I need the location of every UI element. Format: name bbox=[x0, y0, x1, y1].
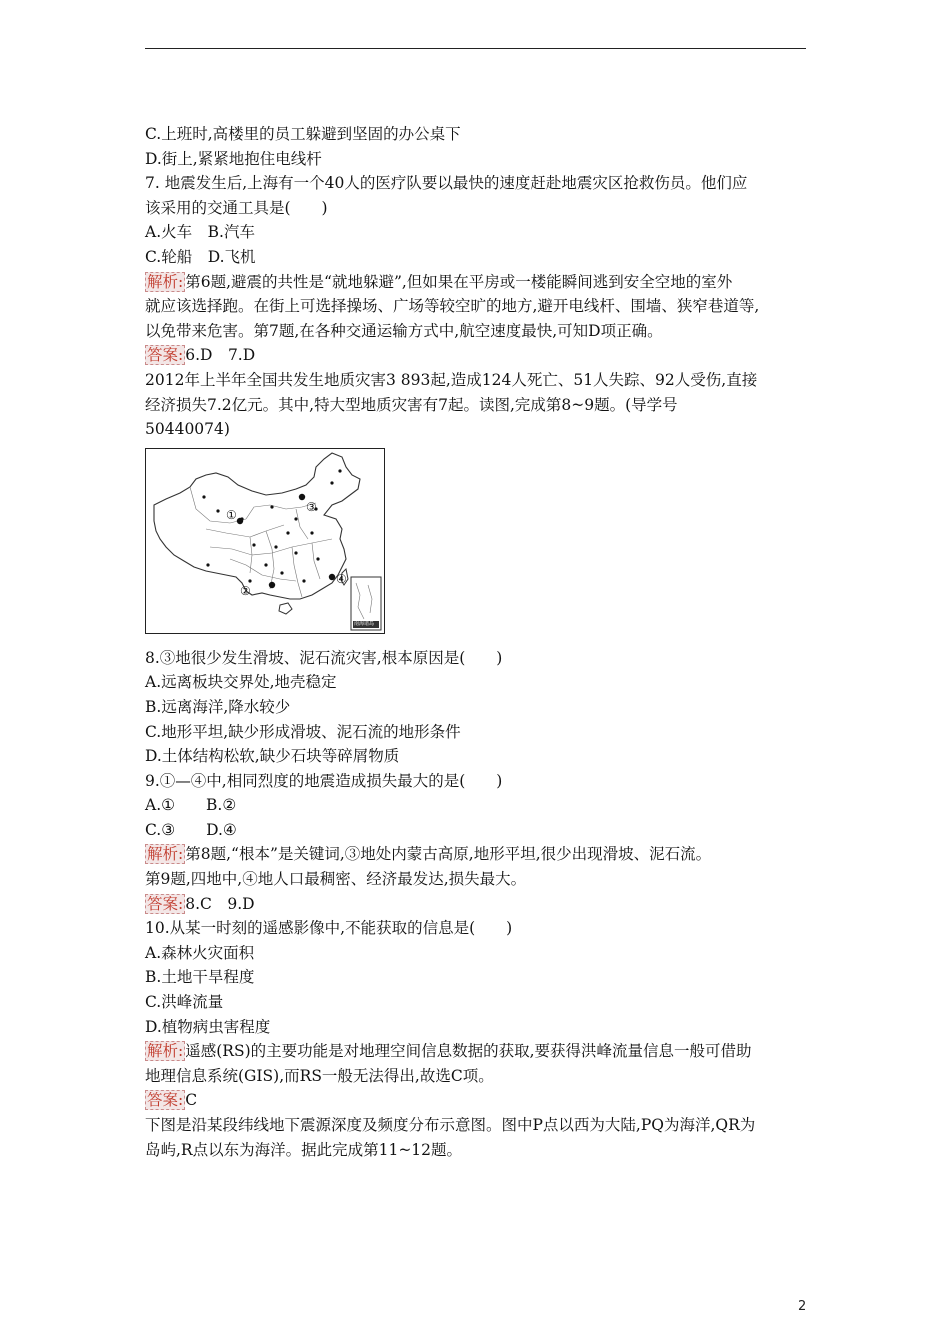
q8-option-b: B.远离海洋,降水较少 bbox=[145, 697, 291, 716]
site-dot-large bbox=[237, 518, 243, 524]
analysis-6-7-line-1 bbox=[145, 270, 810, 295]
analysis-10-line-2: 地理信息系统(GIS),而RS一般无法得出,故选C项。 bbox=[145, 1066, 494, 1085]
site-dot-large bbox=[299, 494, 305, 500]
hainan-island bbox=[279, 603, 292, 614]
q9-option-ab: A.① B.② bbox=[145, 796, 237, 815]
q7-stem-line-1: 7. 地震发生后,上海有一个40人的医疗队要以最快的速度赶赴地震灾区抢救伤员。他们应 bbox=[145, 174, 748, 193]
analysis-10-line-1 bbox=[145, 1039, 810, 1064]
q6-option-d: D.街上,紧紧地抱住电线杆 bbox=[145, 149, 322, 168]
intro-11-12-line-1: 下图是沿某段纬线地下震源深度及频度分布示意图。图中P点以西为大陆,PQ为海洋,QR为 bbox=[145, 1116, 756, 1134]
analysis-label: 解析: bbox=[147, 1042, 184, 1061]
q10-option-a: A.森林火灾面积 bbox=[145, 943, 255, 962]
q7-stem-line-2: 该采用的交通工具是( ) bbox=[145, 198, 328, 217]
answer-text: C bbox=[185, 1091, 198, 1110]
q10-option-b: B.土地干旱程度 bbox=[145, 968, 255, 987]
analysis-8-9-line-1 bbox=[145, 842, 810, 867]
q9-option-cd: C.③ D.④ bbox=[145, 820, 237, 839]
q10-option-d: D.植物病虫害程度 bbox=[145, 1017, 271, 1036]
site-dot-large bbox=[329, 574, 335, 580]
map-marker-3: ③ bbox=[306, 499, 317, 514]
answer-label: 答案: bbox=[147, 894, 184, 913]
answer-10 bbox=[145, 1088, 810, 1113]
answer-6-7 bbox=[145, 343, 810, 368]
intro-11-12-line-2: 岛屿,R点以东为海洋。据此完成第11~12题。 bbox=[145, 1140, 463, 1159]
page-number: 2 bbox=[798, 1299, 807, 1314]
header-rule bbox=[145, 48, 806, 49]
map-marker-4: ④ bbox=[336, 571, 347, 586]
city-dots bbox=[202, 469, 341, 582]
intro-8-9-line-1: 2012年上半年全国共发生地质灾害3 893起,造成124人死亡、51人失踪、92人受伤,直接 bbox=[145, 370, 758, 389]
analysis-6-7-line-3: 以免带来危害。第7题,在各种交通运输方式中,航空速度最快,可知D项正确。 bbox=[145, 321, 663, 340]
china-map-figure bbox=[145, 448, 385, 634]
q8-option-a: A.远离板块交界处,地壳稳定 bbox=[145, 673, 337, 692]
q9-stem: 9.①—④中,相同烈度的地震造成损失最大的是( ) bbox=[145, 771, 503, 790]
analysis-text: 遥感(RS)的主要功能是对地理空间信息数据的获取,要获得洪峰流量信息一般可借助 bbox=[185, 1042, 752, 1061]
map-inset-label: 南海诸岛 bbox=[354, 620, 375, 627]
answer-text: 6.D 7.D bbox=[185, 346, 256, 365]
q8-option-c: C.地形平坦,缺少形成滑坡、泥石流的地形条件 bbox=[145, 722, 461, 741]
map-marker-1: ① bbox=[226, 507, 237, 522]
q8-option-d: D.土体结构松软,缺少石块等碎屑物质 bbox=[145, 747, 400, 766]
analysis-8-9-line-2: 第9题,四地中,④地人口最稠密、经济最发达,损失最大。 bbox=[145, 870, 527, 889]
analysis-text: 第8题,“根本”是关键词,③地处内蒙古高原,地形平坦,很少出现滑坡、泥石流。 bbox=[185, 845, 712, 864]
answer-label: 答案: bbox=[147, 346, 184, 365]
map-marker-2: ② bbox=[240, 583, 251, 598]
analysis-label: 解析: bbox=[147, 272, 184, 291]
q10-stem: 10.从某一时刻的遥感影像中,不能获取的信息是( ) bbox=[145, 919, 513, 938]
q7-option-ab: A.火车 B.汽车 bbox=[145, 223, 255, 242]
analysis-6-7-line-2: 就应该选择跑。在街上可选择操场、广场等较空旷的地方,避开电线杆、围墙、狭窄巷道等, bbox=[145, 297, 760, 316]
answer-8-9 bbox=[145, 892, 810, 917]
q7-option-cd: C.轮船 D.飞机 bbox=[145, 247, 256, 266]
document-body bbox=[145, 122, 810, 1162]
answer-text: 8.C 9.D bbox=[185, 894, 255, 913]
intro-8-9-line-2: 经济损失7.2亿元。其中,特大型地质灾害有7起。读图,完成第8~9题。(导学号 bbox=[145, 395, 678, 414]
q8-stem: 8.③地很少发生滑坡、泥石流灾害,根本原因是( ) bbox=[145, 648, 503, 667]
answer-label: 答案: bbox=[147, 1091, 184, 1110]
q10-option-c: C.洪峰流量 bbox=[145, 993, 224, 1012]
analysis-text: 第6题,避震的共性是“就地躲避”,但如果在平房或一楼能瞬间逃到安全空地的室外 bbox=[185, 272, 733, 291]
analysis-label: 解析: bbox=[147, 845, 184, 864]
q6-option-c: C.上班时,高楼里的员工躲避到坚固的办公桌下 bbox=[145, 125, 461, 143]
china-map bbox=[146, 449, 384, 633]
intro-8-9-line-3: 50440074) bbox=[145, 420, 230, 439]
site-dot-large bbox=[269, 582, 275, 588]
